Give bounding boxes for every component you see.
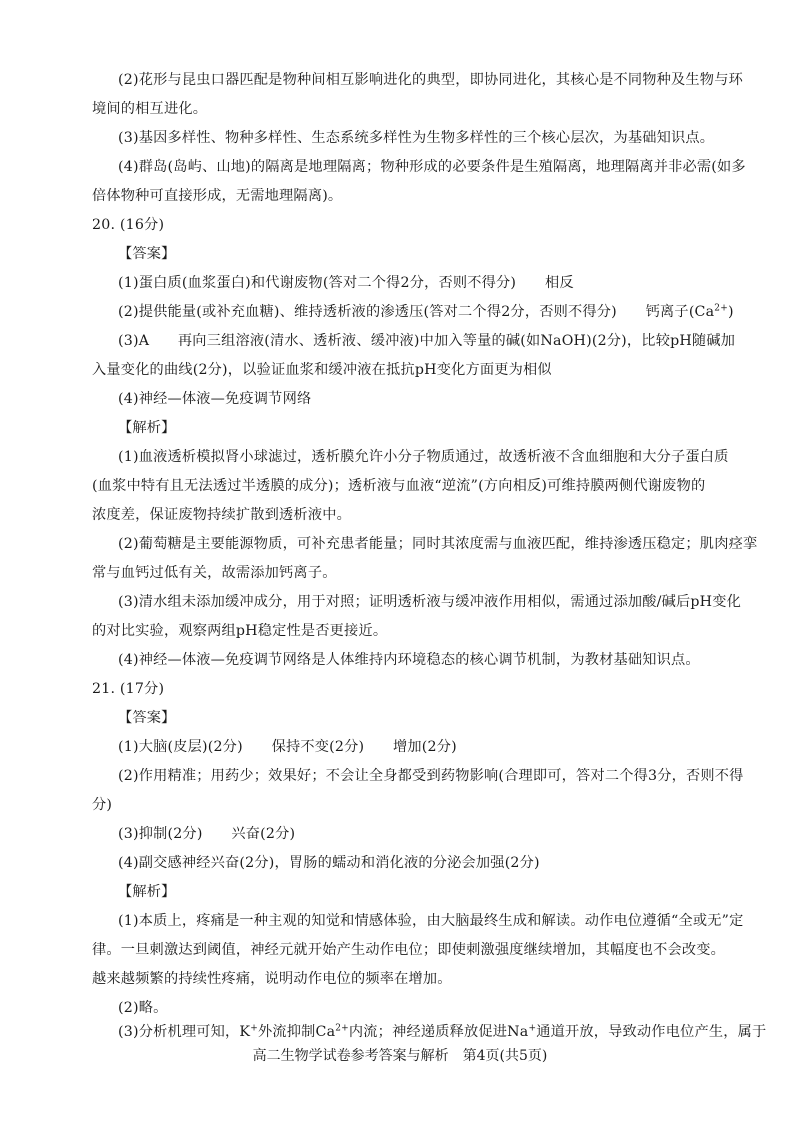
q20-analysis-4: (4)神经—体液—免疫调节网络是人体维持内环境稳态的核心调节机制，为教材基础知识点。 xyxy=(118,652,700,668)
q20-answer-label: 【答案】 xyxy=(118,246,176,262)
q21-analysis-1-line2: 律。一旦刺激达到阈值，神经元就开始产生动作电位；即使刺激强度继续增加，其幅度也不会改变。 xyxy=(92,942,726,958)
q21-analysis-3-sup2: 2+ xyxy=(335,1023,349,1034)
q20-analysis-1-line1: (1)血液透析模拟肾小球滤过，透析膜允许小分子物质通过，故透析液不含血细胞和大分子蛋白质 xyxy=(118,449,729,465)
q21-answer-3: (3)抑制(2分) 兴奋(2分) xyxy=(118,826,296,842)
q21-analysis-1-line1: (1)本质上，疼痛是一种主观的知觉和情感体验，由大脑最终生成和解读。动作电位遵循“全或无”定 xyxy=(118,913,744,929)
q21-answer-1: (1)大脑(皮层)(2分) 保持不变(2分) 增加(2分) xyxy=(118,739,457,755)
q21-analysis-3-part1: (3)分析机理可知，K xyxy=(118,1024,251,1040)
q21-answer-2-line2: 分) xyxy=(92,797,113,813)
q19-analysis-2-line2: 境间的相互进化。 xyxy=(92,101,208,117)
q21-analysis-1-line3: 越来越频繁的持续性疼痛，说明动作电位的频率在增加。 xyxy=(92,971,452,987)
q20-answer-3-line2: 入量变化的曲线(2分)，以验证血浆和缓冲液在抵抗pH变化方面更为相似 xyxy=(92,362,552,378)
q21-answer-label: 【答案】 xyxy=(118,710,176,726)
q20-answer-2-text: (2)提供能量(或补充血糖)、维持透析液的渗透压(答对二个得2分，否则不得分) 钙离子(Ca xyxy=(118,304,715,320)
q20-analysis-label: 【解析】 xyxy=(118,420,176,436)
q21-answer-2-line1: (2)作用精准；用药少；效果好；不会让全身都受到药物影响(合理即可，答对二个得3分，否则不得 xyxy=(118,768,744,784)
q21-analysis-3-line1 xyxy=(118,1022,766,1042)
q21-analysis-label: 【解析】 xyxy=(118,884,176,900)
q20-answer-2-sup: 2+ xyxy=(714,303,728,314)
q21-answer-4: (4)副交感神经兴奋(2分)，胃肠的蠕动和消化液的分泌会加强(2分) xyxy=(118,855,540,871)
q19-analysis-4-line2: 倍体物种可直接形成，无需地理隔离)。 xyxy=(92,188,343,204)
q21-analysis-3-part4: 通道开放，导致动作电位产生，属于 xyxy=(536,1024,767,1040)
q20-analysis-3-line2: 的对比实验，观察两组pH稳定性是否更接近。 xyxy=(92,623,388,639)
q20-analysis-3-line1: (3)清水组未添加缓冲成分，用于对照；证明透析液与缓冲液作用相似，需通过添加酸/碱后pH变化 xyxy=(118,594,742,610)
q20-answer-4: (4)神经—体液—免疫调节网络 xyxy=(118,391,312,407)
q20-answer-3-line1: (3)A 再向三组溶液(清水、透析液、缓冲液)中加入等量的碱(如NaOH)(2分)，比较pH随碱加 xyxy=(118,333,736,349)
q21-analysis-3-part2: 外流抑制Ca xyxy=(257,1024,336,1040)
q21-analysis-3-part3: 内流；神经递质释放促进Na xyxy=(348,1024,529,1040)
q20-analysis-1-line3: 浓度差，保证废物持续扩散到透析液中。 xyxy=(92,507,351,523)
q20-analysis-1-line2: (血浆中特有且无法透过半透膜的成分)；透析液与血液“逆流”(方向相反)可维持膜两侧代谢废物的 xyxy=(92,478,706,494)
q21-analysis-3-sup3: + xyxy=(528,1023,537,1034)
q21-analysis-3-sup1: + xyxy=(250,1023,258,1034)
q20-answer-2-end: ) xyxy=(727,304,734,320)
q19-analysis-4-line1: (4)群岛(岛屿、山地)的隔离是地理隔离；物种形成的必要条件是生殖隔离，地理隔离并非必需(如多 xyxy=(118,159,746,175)
q20-answer-2 xyxy=(118,302,734,322)
q20-answer-1: (1)蛋白质(血浆蛋白)和代谢废物(答对二个得2分，否则不得分) 相反 xyxy=(118,275,574,291)
q19-analysis-3: (3)基因多样性、物种多样性、生态系统多样性为生物多样性的三个核心层次，为基础知识点。 xyxy=(118,130,715,146)
q21-analysis-2: (2)略。 xyxy=(118,1000,168,1016)
q21-header: 21. (17分) xyxy=(92,681,165,697)
q20-analysis-2-line1: (2)葡萄糖是主要能源物质，可补充患者能量；同时其浓度需与血液匹配，维持渗透压稳定；肌肉痉挛 xyxy=(118,536,758,552)
q20-header: 20. (16分) xyxy=(92,217,165,233)
page-footer: 高二生物学试卷参考答案与解析 第4页(共5页) xyxy=(252,1048,548,1064)
q20-analysis-2-line2: 常与血钙过低有关，故需添加钙离子。 xyxy=(92,565,337,581)
q19-analysis-2-line1: (2)花形与昆虫口器匹配是物种间相互影响进化的典型，即协同进化，其核心是不同物种及生物与环 xyxy=(118,72,743,88)
